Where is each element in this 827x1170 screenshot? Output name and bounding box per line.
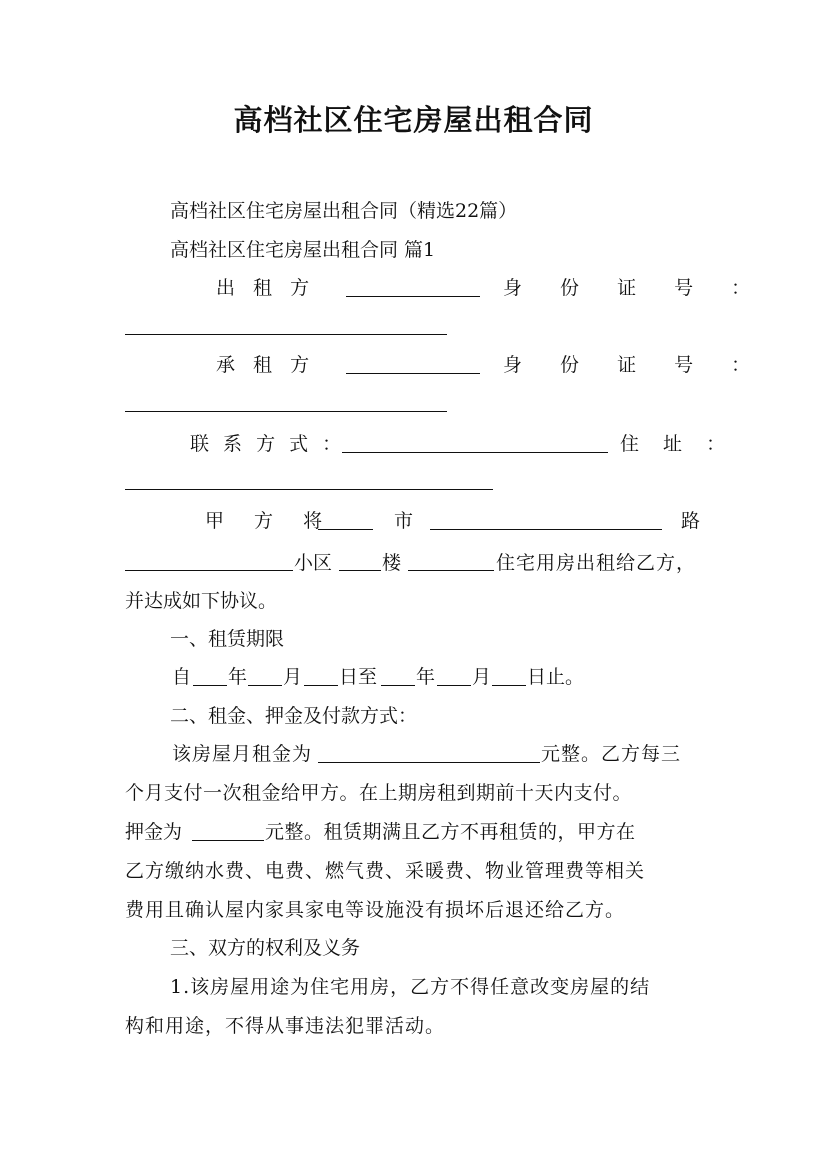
term-year-2: 年 (416, 666, 436, 688)
intro-road: 路 (681, 510, 701, 532)
term-month-2: 月 (472, 666, 492, 688)
term-year-1: 年 (228, 666, 248, 688)
address-label: 住 址 ： (620, 433, 735, 455)
rent-heading: 二、租金、押金及付款方式： (170, 705, 418, 727)
lessee-id-blank[interactable] (125, 411, 447, 412)
building-blank[interactable] (339, 570, 381, 571)
term-day-to: 日至 (339, 666, 378, 688)
lessor-name-blank[interactable] (346, 296, 480, 297)
rent-line2: 个月支付一次租金给甲方。在上期房租到期前十天内支付。 (125, 782, 633, 804)
rights-line1: 1.该房屋用途为住宅用房，乙方不得任意改变房屋的结 (170, 976, 651, 998)
term-day-end: 日止。 (527, 666, 585, 688)
lessor-id-label: 身 份 证 号 ： (503, 277, 767, 299)
term-from: 自 (172, 666, 192, 688)
district-blank[interactable] (125, 570, 293, 571)
rent-line1-suffix: 元整。乙方每三 (541, 743, 682, 765)
term-month-1: 月 (283, 666, 303, 688)
lessor-id-blank[interactable] (125, 334, 447, 335)
term-heading: 一、租赁期限 (170, 628, 285, 650)
lessee-id-label: 身 份 证 号 ： (503, 354, 767, 376)
deposit-blank[interactable] (192, 840, 264, 841)
monthly-rent-blank[interactable] (318, 762, 540, 763)
start-month-blank[interactable] (248, 685, 282, 686)
rent-line3-suffix: 元整。租赁期满且乙方不再租赁的，甲方在 (265, 821, 636, 843)
intro-city: 市 (394, 510, 414, 532)
lessor-label: 出 租 方 (216, 277, 316, 299)
intro-community: 小区 (294, 552, 333, 574)
rent-line5: 费用且确认屋内家具家电等设施没有损坏后退还给乙方。 (125, 899, 626, 921)
road-blank[interactable] (430, 529, 662, 530)
contact-blank[interactable] (342, 452, 608, 453)
rights-line2: 构和用途，不得从事违法犯罪活动。 (125, 1015, 446, 1037)
city-blank[interactable] (318, 529, 373, 530)
rent-line3-prefix: 押金为 (125, 821, 183, 843)
intro-agree: 并达成如下协议。 (125, 590, 278, 612)
end-day-blank[interactable] (492, 685, 526, 686)
document-subtitle: 高档社区住宅房屋出租合同（精选22篇） (170, 200, 518, 222)
rights-heading: 三、双方的权利及义务 (170, 937, 361, 959)
lessee-label: 承 租 方 (216, 354, 316, 376)
end-year-blank[interactable] (381, 685, 415, 686)
contact-label: 联 系 方 式 ： (190, 433, 346, 455)
rent-line1-prefix: 该房屋月租金为 (172, 743, 313, 765)
document-title: 高档社区住宅房屋出租合同 (233, 103, 594, 137)
intro-rent-to: 住宅用房出租给乙方， (496, 552, 697, 574)
lessee-name-blank[interactable] (346, 373, 480, 374)
section-heading: 高档社区住宅房屋出租合同 篇1 (170, 239, 436, 261)
start-year-blank[interactable] (193, 685, 227, 686)
start-day-blank[interactable] (304, 685, 338, 686)
rent-line4: 乙方缴纳水费、电费、燃气费、采暖费、物业管理费等相关 (125, 860, 646, 882)
end-month-blank[interactable] (437, 685, 471, 686)
intro-party-a: 甲 方 将 (205, 510, 335, 532)
intro-building: 楼 (382, 552, 402, 574)
unit-blank[interactable] (408, 570, 494, 571)
address-blank[interactable] (125, 489, 493, 490)
